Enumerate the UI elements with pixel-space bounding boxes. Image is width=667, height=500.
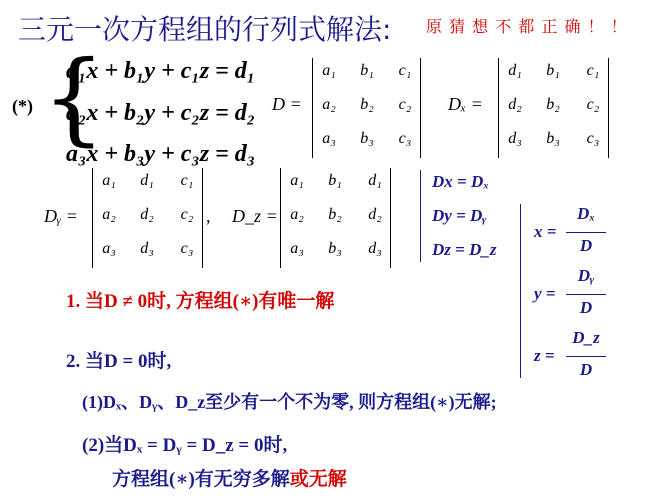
det-cell: b₁ <box>546 62 560 79</box>
det-cell: c₁ <box>586 62 600 79</box>
note-text: 原 猜 想 不 都 正 确 ！ ！ <box>426 17 628 36</box>
det-cell: a₂ <box>290 206 304 223</box>
comma: , <box>206 206 211 226</box>
solution-x-num: Dₓ <box>576 204 596 223</box>
det-cell: c₂ <box>180 206 194 223</box>
det-cell: d₃ <box>368 240 382 257</box>
system2-line: Dx = Dₓ <box>432 172 490 191</box>
fraction-bar <box>566 294 606 295</box>
det-cell: b₂ <box>328 206 342 223</box>
det-d <box>312 58 422 158</box>
det-cell: b₂ <box>360 96 374 113</box>
det-cell: d₂ <box>508 96 522 113</box>
equation-2: a₂x + b₂y + c₂z = d₂ <box>66 100 256 126</box>
det-dx <box>498 58 610 158</box>
solution-y-num: Dᵧ <box>577 266 595 285</box>
equation-3: a₃x + b₃y + c₃z = d₃ <box>66 141 256 167</box>
det-cell: d₁ <box>368 172 382 189</box>
det-cell: b₃ <box>328 240 342 257</box>
solution-x-lhs: x = <box>534 222 557 241</box>
det-d-label: D = <box>272 94 302 114</box>
det-cell: a₁ <box>102 172 116 189</box>
det-cell: d₂ <box>140 206 154 223</box>
det-dy <box>92 168 204 268</box>
det-cell: a₂ <box>102 206 116 223</box>
case-2-2-result <box>112 464 347 491</box>
det-cell: c₁ <box>398 62 412 79</box>
system2-line: Dy = Dᵧ <box>432 206 487 225</box>
det-cell: d₂ <box>368 206 382 223</box>
det-cell: b₁ <box>328 172 342 189</box>
case-2-2-blue: 方程组(∗)有无穷多解 <box>112 469 290 490</box>
case-2-1: (1)Dₓ、Dᵧ、D_z至少有一个不为零, 则方程组(∗)无解; <box>82 392 497 412</box>
det-cell: d₁ <box>508 62 522 79</box>
det-cell: b₁ <box>360 62 374 79</box>
det-cell: d₁ <box>140 172 154 189</box>
system2-line: Dz = D_z <box>432 240 497 259</box>
solution-z-num: D_z <box>572 328 600 347</box>
solution-y-den: D <box>579 298 593 317</box>
det-cell: d₃ <box>508 130 522 147</box>
det-dz <box>280 168 392 268</box>
det-cell: c₁ <box>180 172 194 189</box>
case-1: 1. 当D ≠ 0时, 方程组(∗)有唯一解 <box>66 291 335 312</box>
page-title: 三元一次方程组的行列式解法: <box>18 13 392 46</box>
det-cell: d₃ <box>140 240 154 257</box>
solution-x-den: D <box>579 236 593 255</box>
system-label: (*) <box>12 96 33 116</box>
det-cell: a₂ <box>322 96 336 113</box>
det-cell: b₃ <box>360 130 374 147</box>
det-cell: a₃ <box>102 240 116 257</box>
det-cell: c₂ <box>398 96 412 113</box>
case-2-2: (2)当Dₓ = Dᵧ = D_z = 0时, <box>82 435 288 456</box>
equation-1: a₁x + b₁y + c₁z = d₁ <box>66 58 256 84</box>
det-cell: a₁ <box>290 172 304 189</box>
det-cell: b₂ <box>546 96 560 113</box>
det-cell: b₃ <box>546 130 560 147</box>
det-dx-label: Dₓ = <box>448 94 483 114</box>
solution-brace <box>520 204 522 378</box>
det-cell: c₂ <box>586 96 600 113</box>
solution-z-lhs: z = <box>534 346 555 365</box>
solution-z-den: D <box>579 360 593 379</box>
det-cell: a₃ <box>322 130 336 147</box>
fraction-bar <box>566 356 606 357</box>
det-cell: a₁ <box>322 62 336 79</box>
det-cell: c₃ <box>180 240 194 257</box>
system2-brace <box>420 170 423 262</box>
case-2: 2. 当D = 0时, <box>66 351 172 372</box>
det-cell: c₃ <box>586 130 600 147</box>
det-cell: c₃ <box>398 130 412 147</box>
fraction-bar <box>566 232 606 233</box>
det-dz-label: D_z = <box>232 206 278 226</box>
case-2-2-red: 或无解 <box>289 469 347 490</box>
det-dy-label: Dᵧ = <box>44 206 78 226</box>
solution-y-lhs: y = <box>534 284 556 303</box>
left-brace: { <box>42 39 106 156</box>
det-cell: a₃ <box>290 240 304 257</box>
